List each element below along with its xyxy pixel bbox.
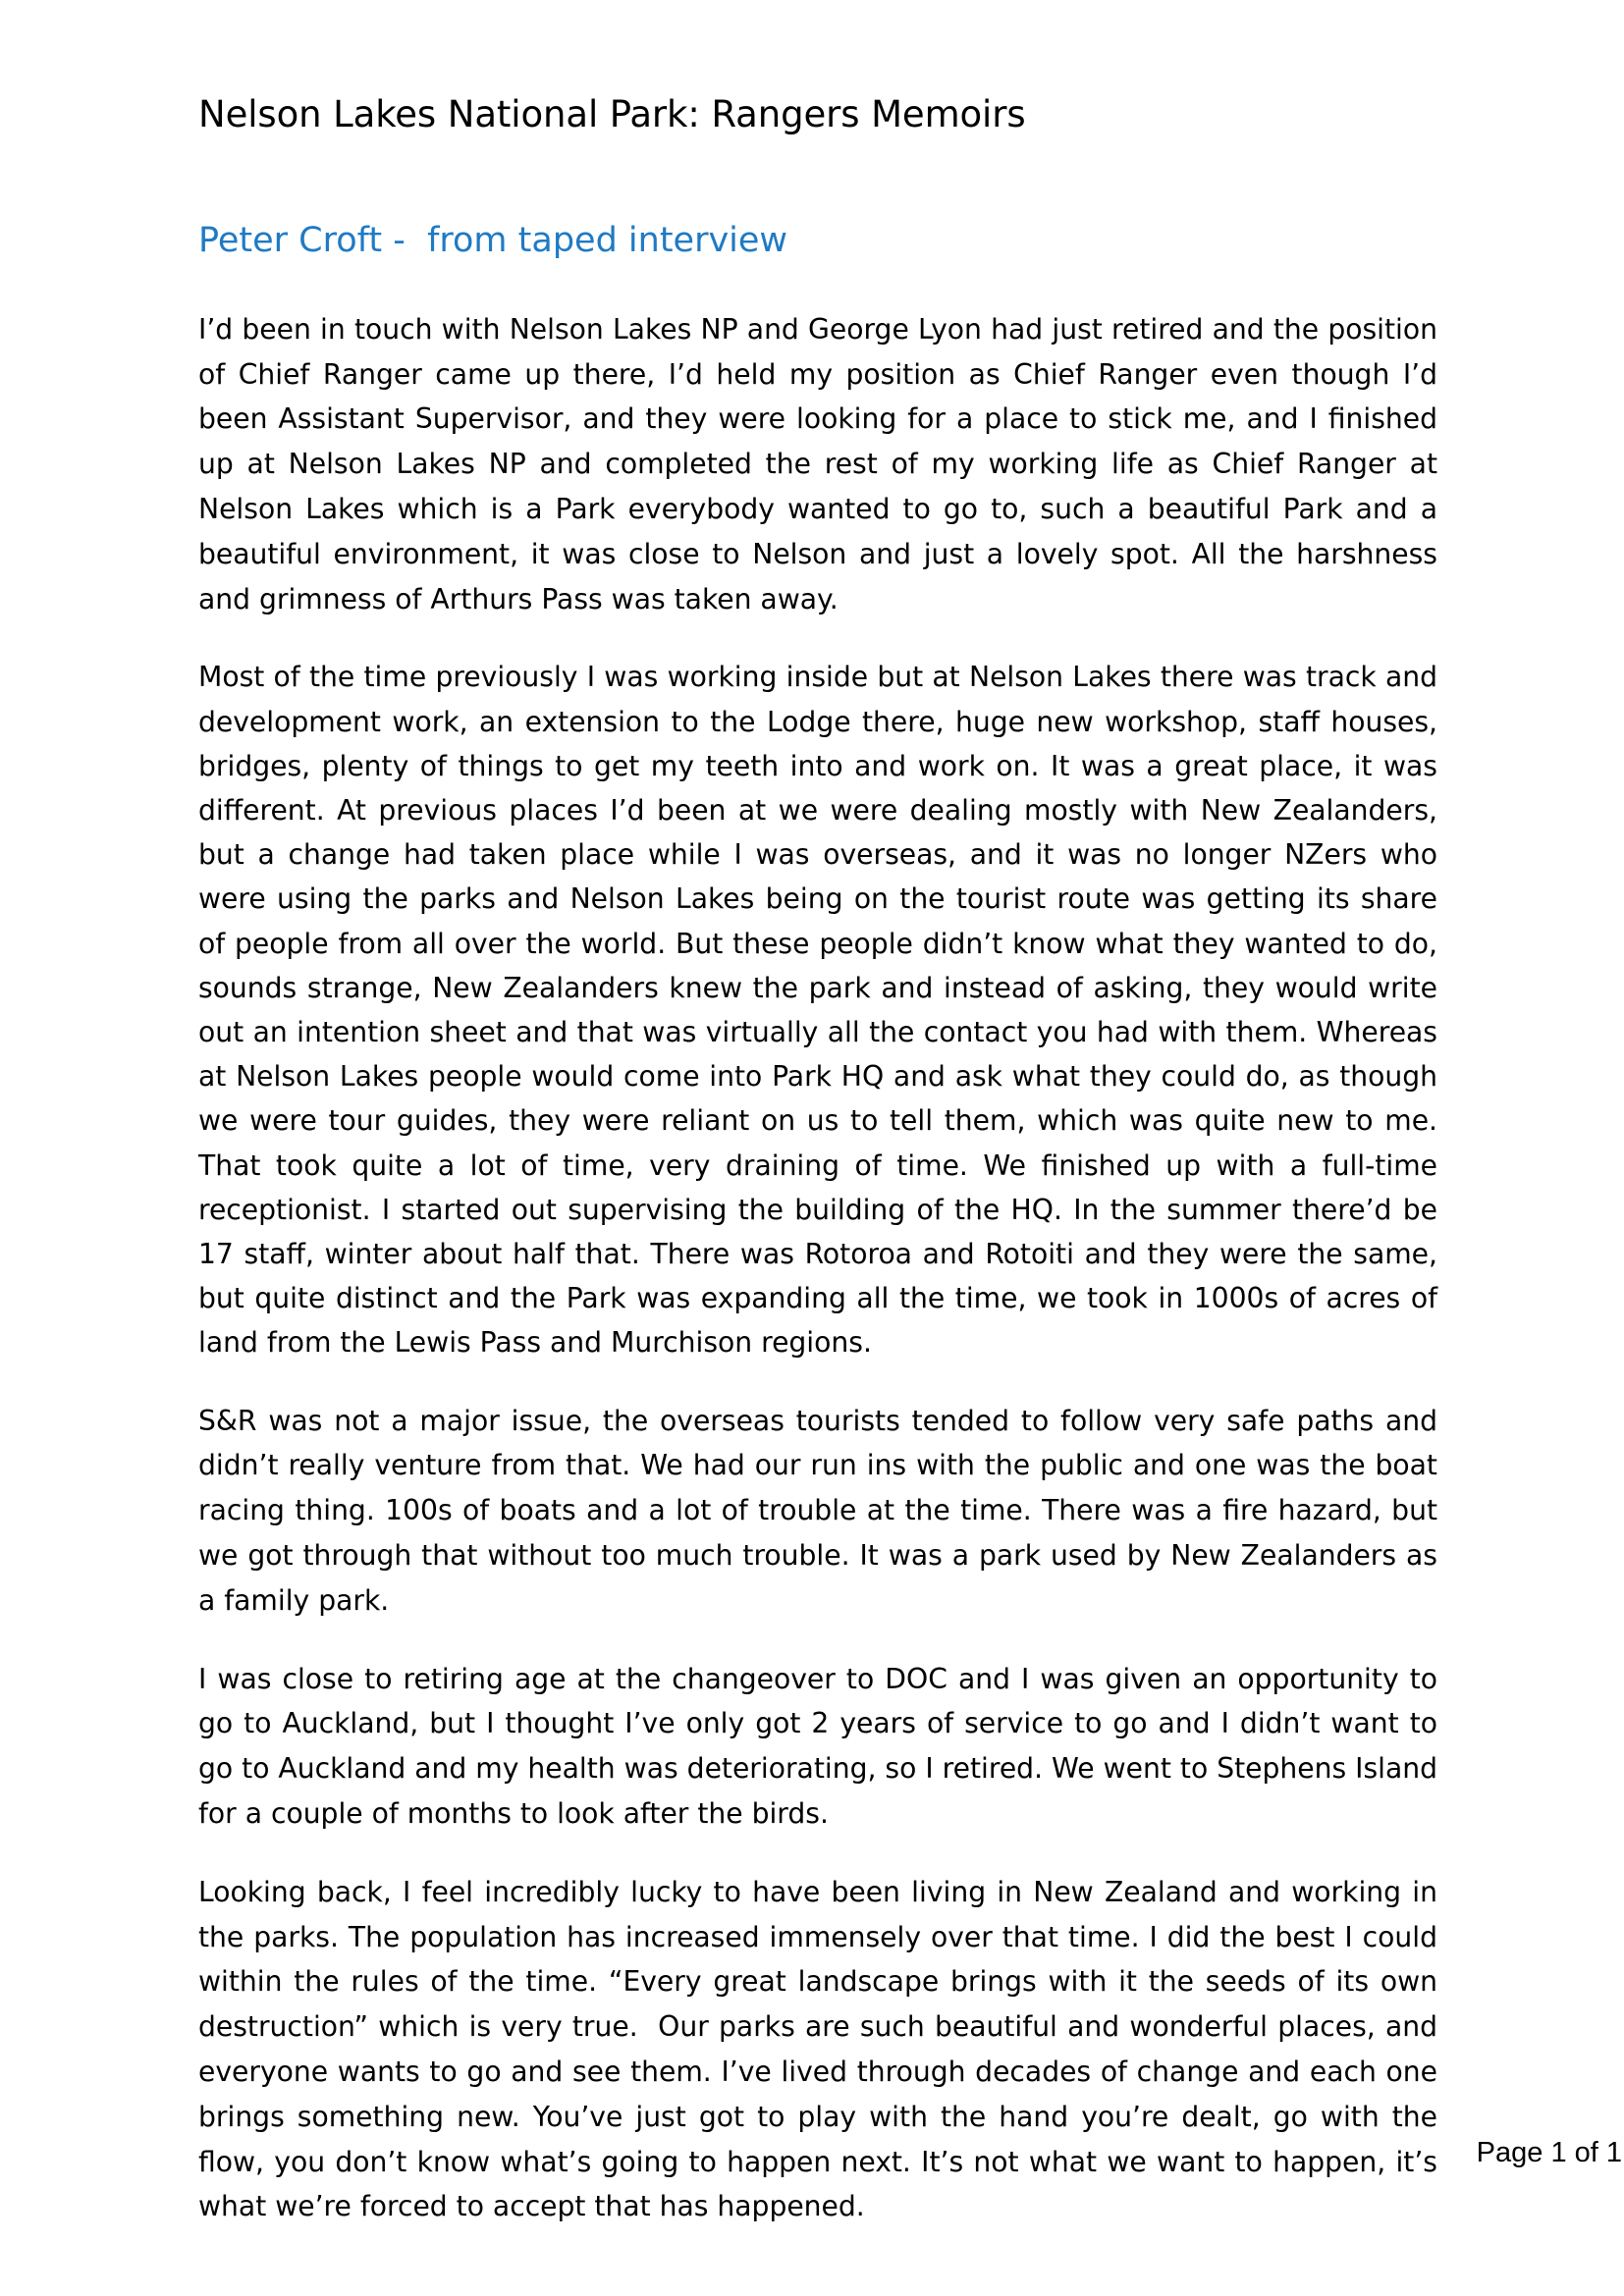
- paragraph-1: I’d been in touch with Nelson Lakes NP and George Lyon had just retired and the position of Chief Ranger came up there, I’d held my position as Chief Ranger even though I’d been Assistant Supervisor, and they were looking for a place to stick me, and I finished up at Nelson Lakes NP and completed the rest of my working life as Chief Ranger at Nelson Lakes which is a Park everybody wanted to go to, such a beautiful Park and a beautiful environment, it was close to Nelson and just a lovely spot. All the harshness and grimness of Arthurs Pass was taken away.: [198, 312, 1446, 615]
- page-number-label: Page 1 of 1: [1476, 2137, 1622, 2168]
- paragraph-3: S&R was not a major issue, the overseas tourists tended to follow very safe paths and didn’t really venture from that. We had our run ins with the public and one was the boat racing thing. 100s of boats and a lot of trouble at the time. There was a fire hazard, but we got through that without too much trouble. It was a park used by New Zealanders as a family park.: [198, 1404, 1446, 1617]
- document-title: Nelson Lakes National Park: Rangers Memoirs: [198, 93, 1026, 135]
- page-content-area: [198, 0, 1446, 2296]
- body-text-block: [198, 260, 1446, 2229]
- paragraph-4: I was close to retiring age at the changeover to DOC and I was given an opportunity to go to Auckland, but I thought I’ve only got 2 years of service to go and I didn’t want to go to Auckland and my health was deteriorating, so I retired. We went to Stephens Island for a couple of months to look after the birds.: [198, 1662, 1446, 1830]
- page-footer: [0, 2136, 1624, 2170]
- section-heading-peter-croft: Peter Croft - from taped interview: [198, 220, 788, 260]
- paragraph-5: Looking back, I feel incredibly lucky to have been living in New Zealand and working in the parks. The population has increased immensely over that time. I did the best I could within the rules of the time. “Every great landscape brings with it the seeds of its own destruction” which is very true. Our parks are such beautiful and wonderful places, and everyone wants to go and see them. I’ve lived through decades of change and each one brings something new. You’ve just got to play with the hand you’re dealt, go with the flow, you don’t know what’s going to happen next. It’s not what we want to happen, it’s what we’re forced to accept that has happened.: [198, 1875, 1446, 2223]
- paragraph-2: Most of the time previously I was working inside but at Nelson Lakes there was track and development work, an extension to the Lodge there, huge new workshop, staff houses, bridges, plenty of things to get my teeth into and work on. It was a great place, it was different. At previous places I’d been at we were dealing mostly with New Zealanders, but a change had taken place while I was overseas, and it was no longer NZers who were using the parks and Nelson Lakes being on the tourist route was getting its share of people from all over the world. But these people didn’t know what they wanted to do, sounds strange, New Zealanders knew the park and instead of asking, they would write out an intention sheet and that was virtually all the contact you had with them. Whereas at Nelson Lakes people would come into Park HQ and ask what they could do, as though we were tour guides, they were reliant on us to tell them, which was quite new to me. That took quite a lot of time, very draining of time. We finished up with a full-time receptionist. I started out supervising the building of the HQ. In the summer there’d be 17 staff, winter about half that. There was Rotoroa and Rotoiti and they were the same, but quite distinct and the Park was expanding all the time, we took in 1000s of acres of land from the Lewis Pass and Murchison regions.: [198, 661, 1446, 1360]
